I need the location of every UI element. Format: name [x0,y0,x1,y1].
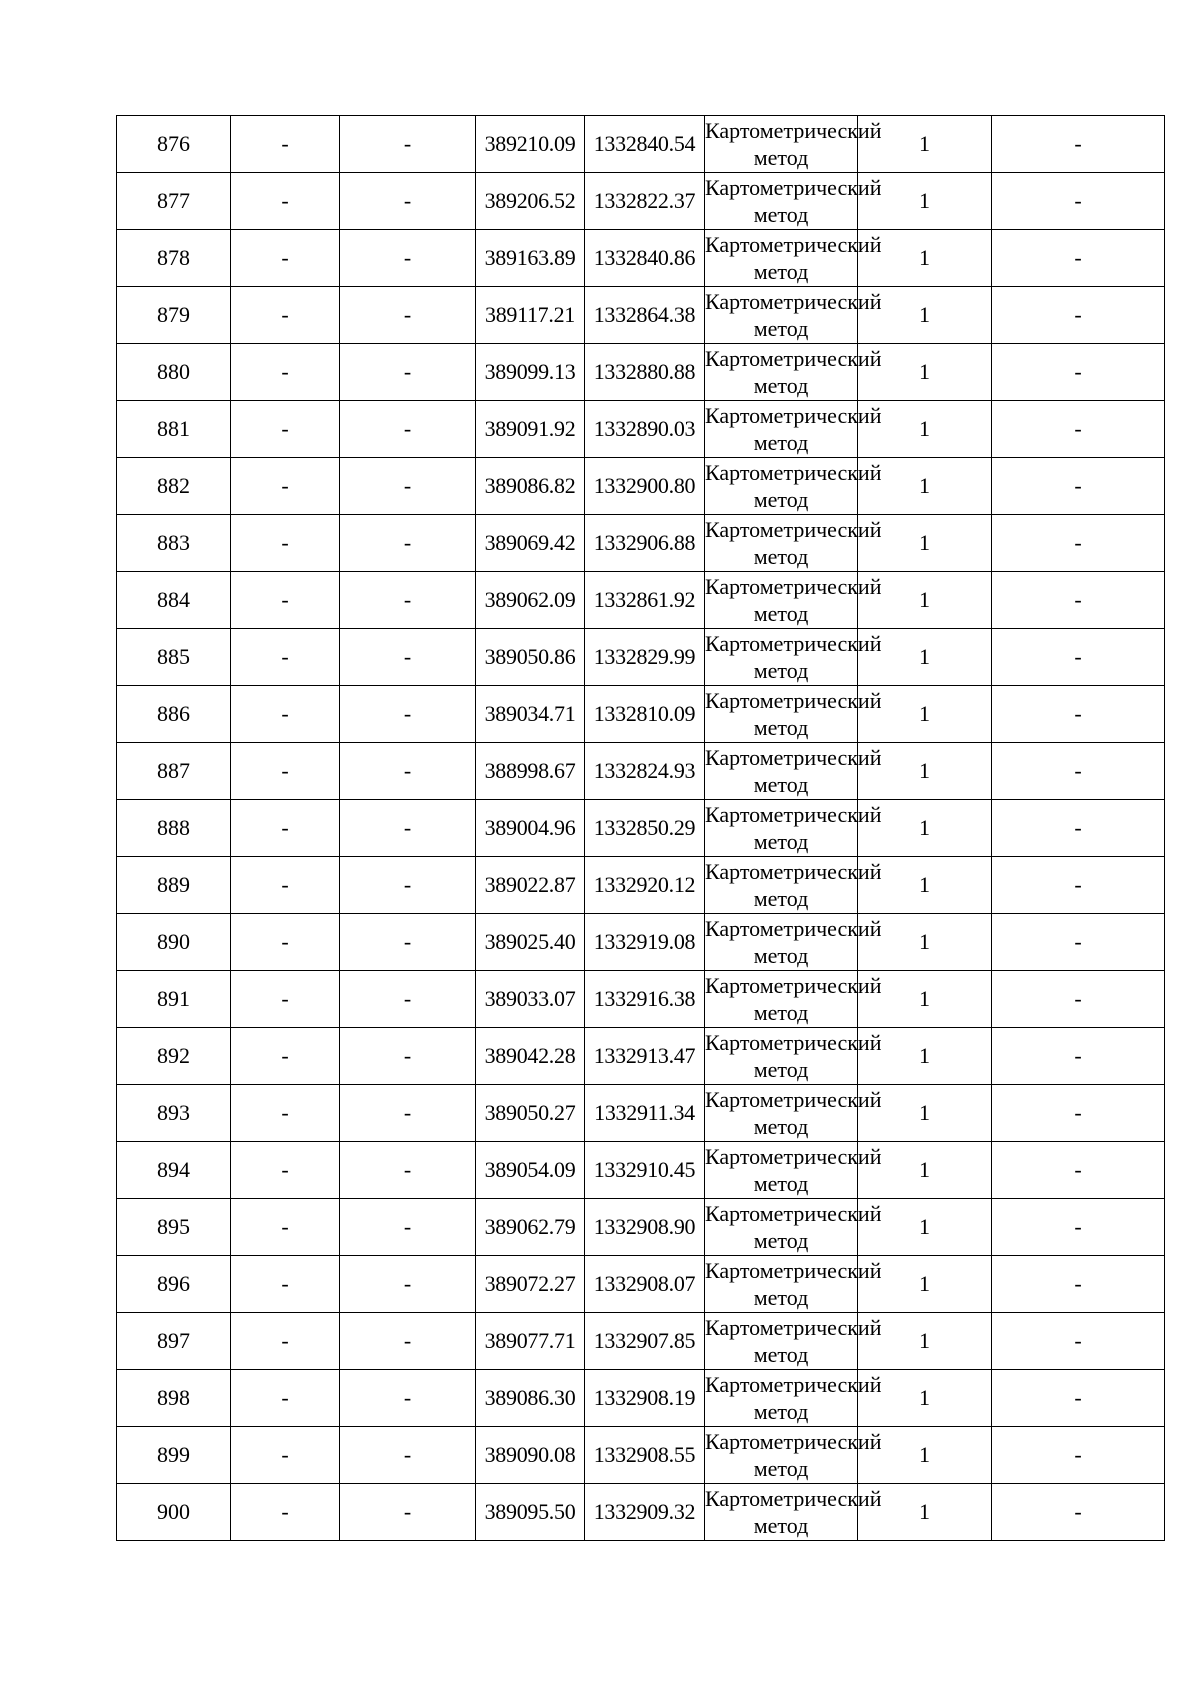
dash-cell: - [231,857,340,914]
method-cell: Картометрический метод [705,401,858,458]
method-cell: Картометрический метод [705,458,858,515]
table-row [117,1085,1165,1142]
point-number-cell: 892 [117,1028,231,1085]
table-row [117,1256,1165,1313]
dash-cell: - [340,1370,476,1427]
dash-cell: - [992,629,1165,686]
dash-cell: - [231,914,340,971]
table-row [117,1142,1165,1199]
dash-cell: - [992,572,1165,629]
dash-cell: - [340,1085,476,1142]
dash-cell: - [992,344,1165,401]
point-number-cell: 890 [117,914,231,971]
accuracy-cell: 1 [858,1370,992,1427]
accuracy-cell: 1 [858,458,992,515]
table-body [117,116,1165,1541]
method-cell: Картометрический метод [705,1085,858,1142]
table-row [117,230,1165,287]
dash-cell: - [340,230,476,287]
x-coordinate-cell: 389050.86 [476,629,585,686]
method-cell: Картометрический метод [705,1199,858,1256]
point-number-cell: 885 [117,629,231,686]
accuracy-cell: 1 [858,1484,992,1541]
dash-cell: - [340,857,476,914]
method-cell: Картометрический метод [705,116,858,173]
dash-cell: - [231,1142,340,1199]
dash-cell: - [992,1142,1165,1199]
y-coordinate-cell: 1332919.08 [585,914,705,971]
accuracy-cell: 1 [858,857,992,914]
dash-cell: - [340,344,476,401]
table-row [117,572,1165,629]
dash-cell: - [340,914,476,971]
y-coordinate-cell: 1332908.19 [585,1370,705,1427]
dash-cell: - [231,971,340,1028]
dash-cell: - [340,686,476,743]
y-coordinate-cell: 1332908.07 [585,1256,705,1313]
point-number-cell: 878 [117,230,231,287]
dash-cell: - [340,800,476,857]
dash-cell: - [340,401,476,458]
point-number-cell: 891 [117,971,231,1028]
method-cell: Картометрический метод [705,287,858,344]
method-cell: Картометрический метод [705,1142,858,1199]
y-coordinate-cell: 1332907.85 [585,1313,705,1370]
x-coordinate-cell: 389086.30 [476,1370,585,1427]
y-coordinate-cell: 1332906.88 [585,515,705,572]
dash-cell: - [340,1256,476,1313]
x-coordinate-cell: 389072.27 [476,1256,585,1313]
y-coordinate-cell: 1332824.93 [585,743,705,800]
accuracy-cell: 1 [858,572,992,629]
y-coordinate-cell: 1332908.90 [585,1199,705,1256]
accuracy-cell: 1 [858,1313,992,1370]
y-coordinate-cell: 1332840.54 [585,116,705,173]
accuracy-cell: 1 [858,515,992,572]
table-row [117,458,1165,515]
dash-cell: - [992,857,1165,914]
dash-cell: - [992,914,1165,971]
table-row [117,515,1165,572]
point-number-cell: 898 [117,1370,231,1427]
dash-cell: - [231,743,340,800]
x-coordinate-cell: 389210.09 [476,116,585,173]
accuracy-cell: 1 [858,401,992,458]
table-row [117,1199,1165,1256]
dash-cell: - [231,572,340,629]
method-cell: Картометрический метод [705,1313,858,1370]
x-coordinate-cell: 389163.89 [476,230,585,287]
x-coordinate-cell: 389054.09 [476,1142,585,1199]
table-row [117,401,1165,458]
y-coordinate-cell: 1332916.38 [585,971,705,1028]
method-cell: Картометрический метод [705,1370,858,1427]
y-coordinate-cell: 1332840.86 [585,230,705,287]
dash-cell: - [231,458,340,515]
table-row [117,1028,1165,1085]
method-cell: Картометрический метод [705,914,858,971]
x-coordinate-cell: 389086.82 [476,458,585,515]
y-coordinate-cell: 1332900.80 [585,458,705,515]
accuracy-cell: 1 [858,686,992,743]
method-cell: Картометрический метод [705,1256,858,1313]
dash-cell: - [992,1085,1165,1142]
dash-cell: - [992,1028,1165,1085]
method-cell: Картометрический метод [705,743,858,800]
x-coordinate-cell: 389062.09 [476,572,585,629]
table-row [117,287,1165,344]
accuracy-cell: 1 [858,743,992,800]
dash-cell: - [992,173,1165,230]
dash-cell: - [231,515,340,572]
method-cell: Картометрический метод [705,686,858,743]
point-number-cell: 882 [117,458,231,515]
y-coordinate-cell: 1332913.47 [585,1028,705,1085]
x-coordinate-cell: 389206.52 [476,173,585,230]
table-row [117,743,1165,800]
dash-cell: - [340,629,476,686]
accuracy-cell: 1 [858,230,992,287]
table-row [117,914,1165,971]
dash-cell: - [231,1256,340,1313]
accuracy-cell: 1 [858,914,992,971]
x-coordinate-cell: 389090.08 [476,1427,585,1484]
method-cell: Картометрический метод [705,572,858,629]
dash-cell: - [340,1199,476,1256]
dash-cell: - [992,116,1165,173]
y-coordinate-cell: 1332910.45 [585,1142,705,1199]
x-coordinate-cell: 389095.50 [476,1484,585,1541]
method-cell: Картометрический метод [705,173,858,230]
x-coordinate-cell: 388998.67 [476,743,585,800]
x-coordinate-cell: 389004.96 [476,800,585,857]
dash-cell: - [231,344,340,401]
table-row [117,686,1165,743]
point-number-cell: 883 [117,515,231,572]
dash-cell: - [340,1313,476,1370]
dash-cell: - [992,1484,1165,1541]
dash-cell: - [992,1199,1165,1256]
dash-cell: - [231,1370,340,1427]
point-number-cell: 888 [117,800,231,857]
method-cell: Картометрический метод [705,857,858,914]
method-cell: Картометрический метод [705,1484,858,1541]
dash-cell: - [231,1199,340,1256]
dash-cell: - [231,116,340,173]
table-row [117,116,1165,173]
dash-cell: - [231,230,340,287]
dash-cell: - [340,116,476,173]
dash-cell: - [340,287,476,344]
y-coordinate-cell: 1332822.37 [585,173,705,230]
table-row [117,1427,1165,1484]
y-coordinate-cell: 1332920.12 [585,857,705,914]
dash-cell: - [992,1427,1165,1484]
point-number-cell: 880 [117,344,231,401]
x-coordinate-cell: 389033.07 [476,971,585,1028]
dash-cell: - [992,800,1165,857]
dash-cell: - [231,1484,340,1541]
point-number-cell: 887 [117,743,231,800]
dash-cell: - [340,1427,476,1484]
x-coordinate-cell: 389022.87 [476,857,585,914]
dash-cell: - [340,458,476,515]
method-cell: Картометрический метод [705,515,858,572]
accuracy-cell: 1 [858,629,992,686]
x-coordinate-cell: 389025.40 [476,914,585,971]
accuracy-cell: 1 [858,971,992,1028]
dash-cell: - [992,230,1165,287]
table-row [117,800,1165,857]
method-cell: Картометрический метод [705,800,858,857]
table-row [117,1484,1165,1541]
x-coordinate-cell: 389091.92 [476,401,585,458]
dash-cell: - [340,173,476,230]
point-number-cell: 884 [117,572,231,629]
dash-cell: - [992,1313,1165,1370]
dash-cell: - [231,287,340,344]
y-coordinate-cell: 1332850.29 [585,800,705,857]
y-coordinate-cell: 1332890.03 [585,401,705,458]
point-number-cell: 889 [117,857,231,914]
coordinates-table [116,115,1165,1541]
point-number-cell: 899 [117,1427,231,1484]
dash-cell: - [340,1484,476,1541]
x-coordinate-cell: 389099.13 [476,344,585,401]
x-coordinate-cell: 389069.42 [476,515,585,572]
point-number-cell: 886 [117,686,231,743]
dash-cell: - [231,1313,340,1370]
y-coordinate-cell: 1332909.32 [585,1484,705,1541]
y-coordinate-cell: 1332810.09 [585,686,705,743]
dash-cell: - [992,287,1165,344]
method-cell: Картометрический метод [705,1427,858,1484]
dash-cell: - [992,458,1165,515]
dash-cell: - [340,1028,476,1085]
accuracy-cell: 1 [858,1256,992,1313]
method-cell: Картометрический метод [705,629,858,686]
table-row [117,1370,1165,1427]
point-number-cell: 879 [117,287,231,344]
y-coordinate-cell: 1332861.92 [585,572,705,629]
point-number-cell: 876 [117,116,231,173]
accuracy-cell: 1 [858,116,992,173]
y-coordinate-cell: 1332829.99 [585,629,705,686]
point-number-cell: 893 [117,1085,231,1142]
dash-cell: - [992,686,1165,743]
accuracy-cell: 1 [858,800,992,857]
point-number-cell: 894 [117,1142,231,1199]
dash-cell: - [340,572,476,629]
dash-cell: - [231,1085,340,1142]
dash-cell: - [340,1142,476,1199]
x-coordinate-cell: 389062.79 [476,1199,585,1256]
table-row [117,344,1165,401]
dash-cell: - [992,1256,1165,1313]
dash-cell: - [231,173,340,230]
dash-cell: - [340,743,476,800]
method-cell: Картометрический метод [705,230,858,287]
dash-cell: - [231,686,340,743]
table-row [117,629,1165,686]
x-coordinate-cell: 389077.71 [476,1313,585,1370]
dash-cell: - [992,971,1165,1028]
x-coordinate-cell: 389050.27 [476,1085,585,1142]
dash-cell: - [231,629,340,686]
method-cell: Картометрический метод [705,971,858,1028]
dash-cell: - [340,971,476,1028]
x-coordinate-cell: 389117.21 [476,287,585,344]
accuracy-cell: 1 [858,1199,992,1256]
dash-cell: - [992,401,1165,458]
x-coordinate-cell: 389042.28 [476,1028,585,1085]
y-coordinate-cell: 1332908.55 [585,1427,705,1484]
dash-cell: - [231,401,340,458]
point-number-cell: 877 [117,173,231,230]
table-row [117,1313,1165,1370]
dash-cell: - [992,743,1165,800]
accuracy-cell: 1 [858,1028,992,1085]
y-coordinate-cell: 1332864.38 [585,287,705,344]
dash-cell: - [992,515,1165,572]
point-number-cell: 881 [117,401,231,458]
dash-cell: - [231,800,340,857]
accuracy-cell: 1 [858,1085,992,1142]
table-row [117,857,1165,914]
point-number-cell: 896 [117,1256,231,1313]
accuracy-cell: 1 [858,344,992,401]
accuracy-cell: 1 [858,1427,992,1484]
table-row [117,173,1165,230]
x-coordinate-cell: 389034.71 [476,686,585,743]
dash-cell: - [992,1370,1165,1427]
dash-cell: - [231,1427,340,1484]
dash-cell: - [340,515,476,572]
accuracy-cell: 1 [858,173,992,230]
y-coordinate-cell: 1332880.88 [585,344,705,401]
table-row [117,971,1165,1028]
dash-cell: - [231,1028,340,1085]
accuracy-cell: 1 [858,1142,992,1199]
point-number-cell: 900 [117,1484,231,1541]
method-cell: Картометрический метод [705,1028,858,1085]
accuracy-cell: 1 [858,287,992,344]
method-cell: Картометрический метод [705,344,858,401]
y-coordinate-cell: 1332911.34 [585,1085,705,1142]
point-number-cell: 897 [117,1313,231,1370]
point-number-cell: 895 [117,1199,231,1256]
